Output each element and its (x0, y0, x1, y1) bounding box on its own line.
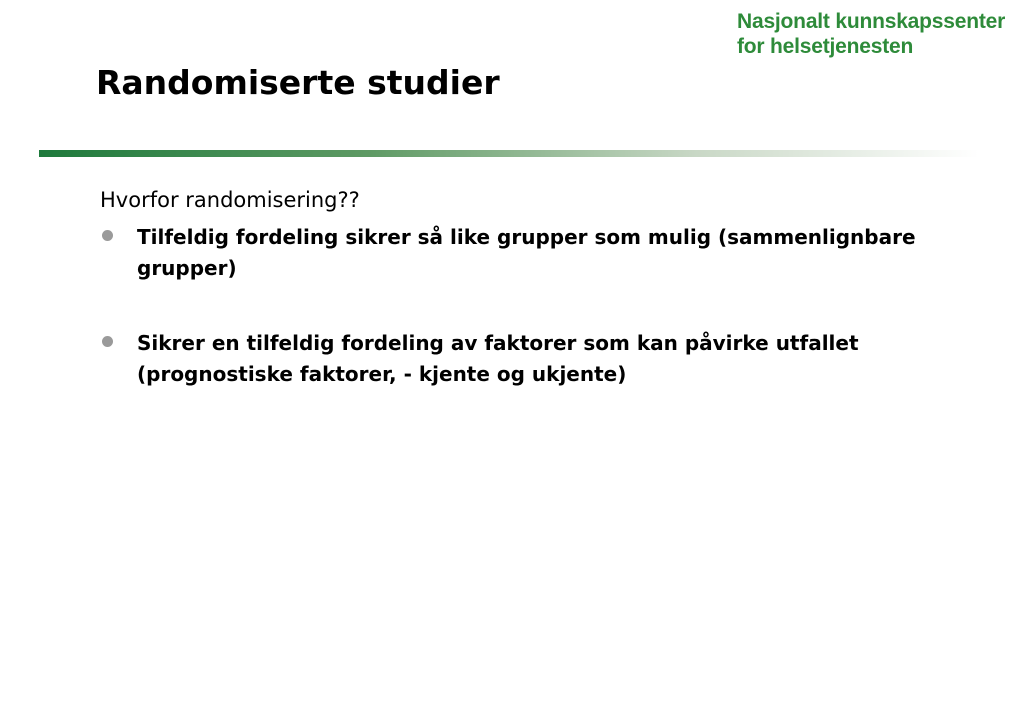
organization-logo (737, 9, 1017, 59)
bullet-dot-icon (102, 230, 113, 241)
logo-line-1: Nasjonalt kunnskapssenter (737, 10, 1006, 33)
bullet-text-1: Tilfeldig fordeling sikrer så like grupper som mulig (sammenlignbare grupper) (137, 225, 916, 280)
slide-title: Randomiserte studier (96, 63, 500, 102)
logo-line-2: for helsetjenesten (737, 35, 914, 58)
title-divider (39, 150, 979, 157)
intro-question: Hvorfor randomisering?? (100, 188, 360, 212)
bullet-item-1 (100, 222, 980, 284)
bullet-text-2: Sikrer en tilfeldig fordeling av faktorer som kan påvirke utfallet (prognostiske faktorer, - kjente og ukjente) (137, 331, 859, 386)
bullet-item-2 (100, 328, 980, 390)
bullet-dot-icon (102, 336, 113, 347)
